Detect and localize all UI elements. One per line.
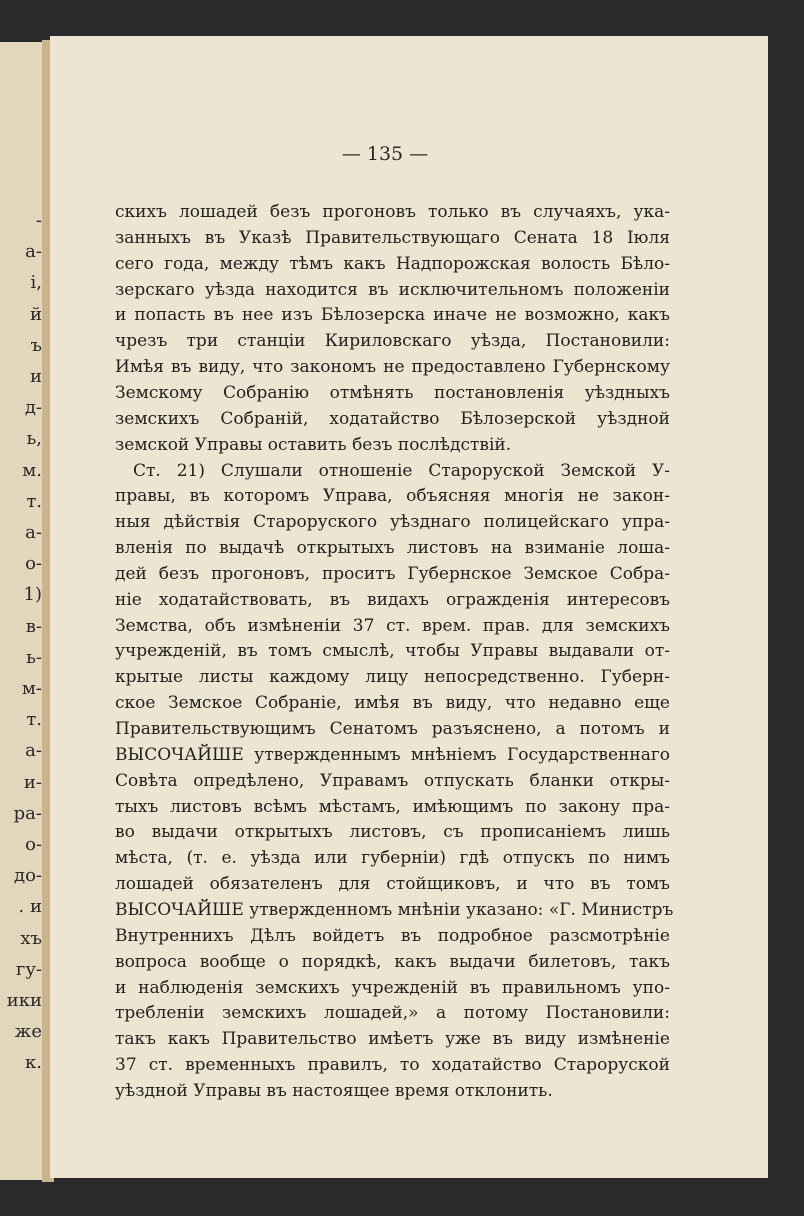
margin-fragment: й	[30, 303, 42, 325]
text-line: Ст. 21) Слушали отношеніе Староруской Земской У-	[133, 460, 670, 481]
text-line: мѣста, (т. е. уѣзда или губерніи) гдѣ отпускъ по нимъ	[115, 848, 670, 869]
text-line: крытые листы каждому лицу непосредственно. Губерн-	[115, 667, 670, 688]
text-line: требленіи земскихъ лошадей,» а потому Постановили:	[115, 1003, 670, 1024]
text-line: чрезъ три станціи Кириловскаго уѣзда, Постановили:	[115, 331, 670, 352]
margin-fragment: м.	[22, 459, 42, 481]
margin-fragment: до-	[13, 865, 42, 887]
text-line: вопроса вообще о порядкѣ, какъ выдачи билетовъ, такъ	[115, 951, 670, 972]
text-line: ныя дѣйствія Староруского уѣзднаго полицейскаго упра-	[115, 512, 670, 533]
margin-fragment: і,	[30, 272, 42, 294]
margin-fragment: ь,	[26, 428, 42, 450]
text-line: Земскому Собранію отмѣнять постановленія уѣздныхъ	[115, 382, 670, 403]
margin-fragment: в-	[25, 615, 42, 637]
margin-fragment: т.	[26, 709, 42, 731]
text-line: сего года, между тѣмъ какъ Надпорожская волость Бѣло-	[115, 253, 670, 274]
text-line: Имѣя въ виду, что закономъ не предоставлено Губернскому	[115, 357, 670, 378]
text-line: скихъ лошадей безъ прогоновъ только въ случаяхъ, ука-	[115, 202, 670, 222]
margin-fragment: м-	[21, 678, 42, 699]
margin-fragment: ики	[6, 990, 42, 1011]
margin-fragment: же	[14, 1021, 42, 1043]
margin-fragment: о-	[25, 553, 42, 575]
margin-fragment: хъ	[20, 927, 42, 949]
margin-fragment: о-	[25, 834, 42, 855]
text-line: тыхъ листовъ всѣмъ мѣстамъ, имѣющимъ по закону пра-	[115, 796, 670, 817]
margin-fragment: -	[35, 210, 42, 231]
margin-fragment: а-	[25, 740, 42, 762]
margin-fragment: к.	[25, 1052, 42, 1074]
margin-fragment: . и	[18, 896, 42, 918]
page-number: — 135 —	[341, 143, 429, 165]
margin-fragment: и-	[23, 771, 42, 793]
margin-fragment: т.	[26, 490, 42, 512]
text-line: такъ какъ Правительство имѣетъ уже въ виду измѣненіе	[115, 1029, 670, 1050]
margin-fragment: ра-	[13, 802, 42, 824]
margin-fragment: ь-	[26, 646, 42, 668]
text-line: земской Управы оставить безъ послѣдствій.	[115, 434, 512, 455]
text-line: вленія по выдачѣ открытыхъ листовъ на взиманіе лоша-	[115, 538, 670, 559]
margin-fragment: а-	[25, 522, 42, 543]
margin-fragment: а-	[25, 241, 42, 263]
margin-fragment: 1)	[23, 584, 42, 606]
text-line: учрежденій, въ томъ смыслѣ, чтобы Управы выдавали от-	[115, 641, 670, 662]
text-line: Правительствующимъ Сенатомъ разъяснено, а потомъ и	[115, 719, 670, 739]
text-line: Земства, объ измѣненіи 37 ст. врем. прав. для земскихъ	[115, 615, 670, 636]
text-line: зерскаго уѣзда находится въ исключительномъ положеніи	[115, 279, 670, 300]
margin-fragment: ъ	[30, 334, 42, 356]
text-line: ніе ходатайствовать, въ видахъ огражденія интересовъ	[115, 589, 670, 610]
text-line: и попасть въ нее изъ Бѣлозерска иначе не возможно, какъ	[115, 305, 670, 326]
text-line: и наблюденія земскихъ учрежденій въ правильномъ упо-	[115, 977, 670, 998]
text-line: Совѣта опредѣлено, Управамъ отпускать бланки откры-	[115, 770, 670, 791]
text-line: ское Земское Собраніе, имѣя въ виду, что недавно еще	[115, 693, 670, 714]
margin-fragment: д-	[24, 397, 42, 419]
text-line: Внутреннихъ Дѣлъ войдетъ въ подробное разсмотрѣніе	[115, 925, 670, 946]
text-line: дей безъ прогоновъ, проситъ Губернское Земское Собра-	[115, 563, 670, 584]
text-line: занныхъ въ Указѣ Правительствующаго Сената 18 Іюля	[115, 227, 670, 248]
text-line: правы, въ которомъ Управа, объясняя многія не закон-	[115, 486, 670, 507]
margin-fragment: и	[30, 366, 42, 387]
text-line: во выдачи открытыхъ листовъ, съ прописаніемъ лишь	[115, 822, 670, 843]
text-line: уѣздной Управы въ настоящее время отклонить.	[115, 1080, 553, 1101]
text-line: 37 ст. временныхъ правилъ, то ходатайство Староруской	[115, 1055, 670, 1076]
text-line: земскихъ Собраній, ходатайство Бѣлозерской уѣздной	[115, 408, 670, 429]
text-line: лошадей обязателенъ для стойщиковъ, и что въ томъ	[115, 874, 670, 895]
margin-fragment: гу-	[15, 958, 42, 980]
text-line: ВЫСОЧАЙШЕ утвержденнымъ мнѣніемъ Государственнаго	[115, 744, 670, 765]
text-line: ВЫСОЧАЙШЕ утвержденномъ мнѣніи указано: «Г. Министръ	[115, 899, 674, 920]
